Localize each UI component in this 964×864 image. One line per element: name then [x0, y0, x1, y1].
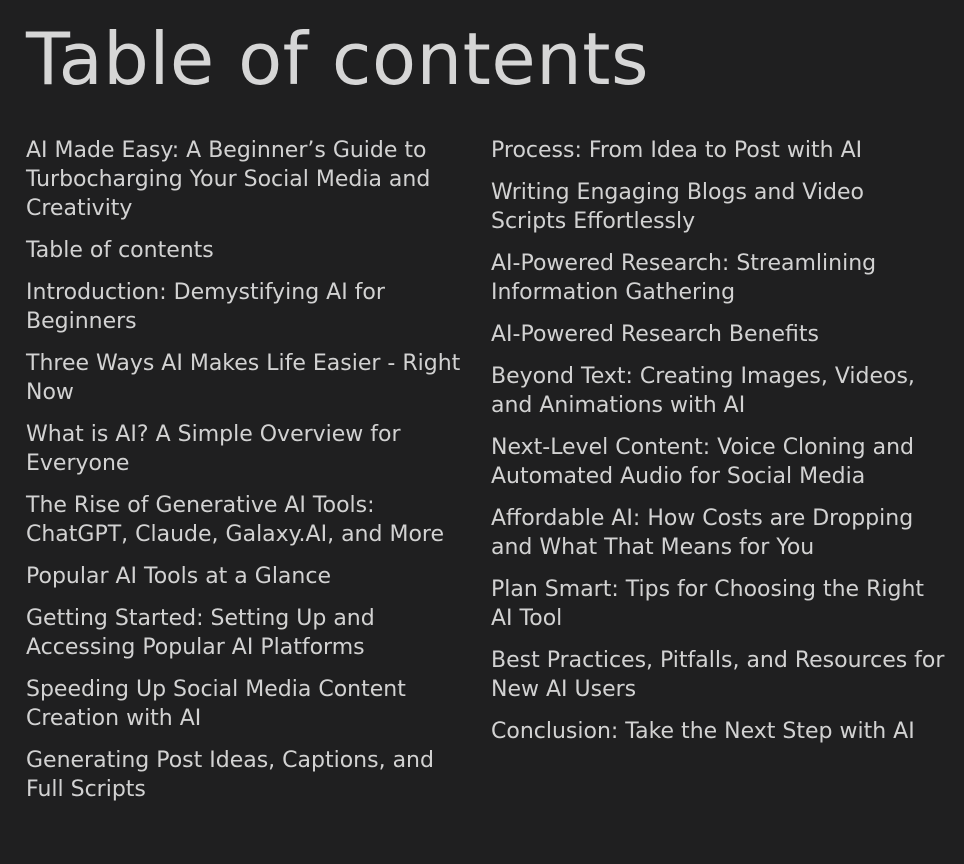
toc-item: [26, 420, 467, 478]
toc-item: [26, 746, 467, 804]
toc-link[interactable]: Next-Level Content: Voice Cloning and Automated Audio for Social Media: [491, 435, 914, 489]
toc-item: [26, 604, 467, 662]
toc-link[interactable]: Process: From Idea to Post with AI: [491, 138, 863, 163]
toc-item: [491, 136, 945, 165]
toc-item: [491, 717, 945, 746]
toc-link[interactable]: AI Made Easy: A Beginner’s Guide to Turbocharging Your Social Media and Creativity: [26, 138, 431, 221]
toc-link[interactable]: The Rise of Generative AI Tools: ChatGPT, Claude, Galaxy.AI, and More: [26, 493, 444, 547]
toc-link[interactable]: Generating Post Ideas, Captions, and Full Scripts: [26, 748, 434, 802]
toc-item: [491, 433, 945, 491]
toc-item: [491, 504, 945, 562]
page-title: Table of contents: [26, 17, 650, 101]
toc-columns: [26, 136, 946, 804]
toc-column-right: [491, 136, 945, 804]
toc-item: [491, 320, 945, 349]
toc-item: [491, 249, 945, 307]
toc-link[interactable]: What is AI? A Simple Overview for Everyone: [26, 422, 401, 476]
toc-item: [26, 562, 467, 591]
toc-link[interactable]: AI-Powered Research Benefits: [491, 322, 819, 347]
toc-item: [491, 178, 945, 236]
toc-item: [26, 675, 467, 733]
toc-item: [491, 362, 945, 420]
toc-link[interactable]: Writing Engaging Blogs and Video Scripts Effortlessly: [491, 180, 864, 234]
toc-link[interactable]: Plan Smart: Tips for Choosing the Right AI Tool: [491, 577, 925, 631]
toc-link[interactable]: Getting Started: Setting Up and Accessing Popular AI Platforms: [26, 606, 375, 660]
toc-link[interactable]: Beyond Text: Creating Images, Videos, and Animations with AI: [491, 364, 915, 418]
toc-item: [491, 646, 945, 704]
toc-link[interactable]: Three Ways AI Makes Life Easier - Right Now: [26, 351, 461, 405]
toc-link[interactable]: Affordable AI: How Costs are Dropping and What That Means for You: [491, 506, 914, 560]
toc-link[interactable]: Introduction: Demystifying AI for Beginners: [26, 280, 385, 334]
toc-link[interactable]: Best Practices, Pitfalls, and Resources for New AI Users: [491, 648, 945, 702]
toc-item: [26, 236, 467, 265]
toc-item: [26, 278, 467, 336]
toc-item: [491, 575, 945, 633]
toc-item: [26, 491, 467, 549]
toc-item: [26, 349, 467, 407]
toc-item: [26, 136, 467, 223]
toc-link[interactable]: Conclusion: Take the Next Step with AI: [491, 719, 915, 744]
toc-link[interactable]: AI-Powered Research: Streamlining Information Gathering: [491, 251, 877, 305]
toc-link[interactable]: Popular AI Tools at a Glance: [26, 564, 331, 589]
toc-link[interactable]: Speeding Up Social Media Content Creation with AI: [26, 677, 406, 731]
toc-link[interactable]: Table of contents: [26, 238, 214, 263]
toc-column-left: [26, 136, 467, 804]
